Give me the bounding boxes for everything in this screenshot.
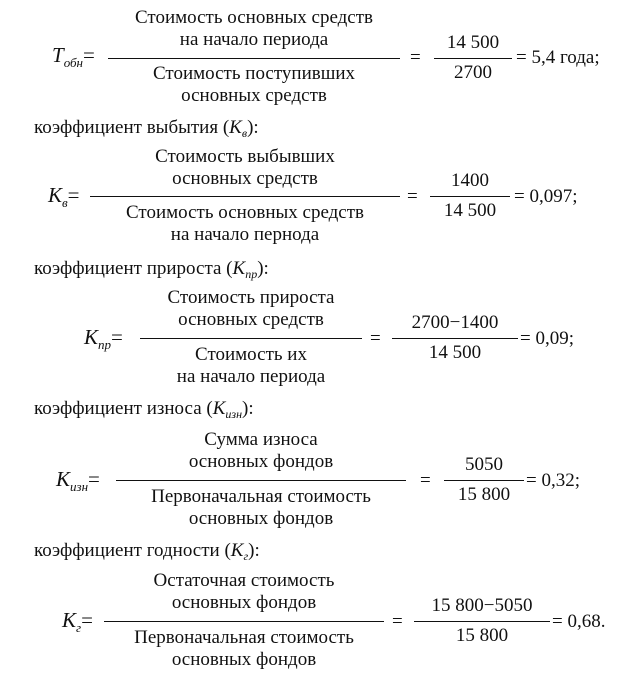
equals-sign: = (420, 470, 431, 491)
formula-lhs: $T_{обн}=$ (52, 43, 95, 70)
fraction-bar (116, 480, 406, 481)
value-numerator: 14 500 (446, 32, 500, 53)
formula-lhs: $K_{изн}=$ (56, 467, 100, 494)
caption-retirement-ratio: коэффициент выбытия $(K_в)$: (34, 117, 259, 140)
equals-sign: = (410, 47, 421, 68)
caption-wear-ratio: коэффициент износа $(K_{изн})$: (34, 398, 254, 421)
denominator: Первоначальная стоимость основных фондов (134, 627, 354, 670)
numerator: Стоимость выбывших основных средств (155, 146, 335, 189)
equals-sign: = (392, 611, 403, 632)
value-denominator: 15 800 (457, 484, 511, 505)
value-fraction-bar (434, 58, 512, 59)
numerator: Остаточная стоимость основных фондов (153, 570, 335, 613)
numerator: Сумма износа основных фондов (188, 429, 334, 472)
result: = 0,09; (520, 328, 574, 349)
value-denominator: 15 800 (455, 625, 509, 646)
value-denominator: 2700 (454, 62, 492, 83)
value-numerator: 15 800−5050 (431, 595, 533, 616)
formula-lhs: $K_в=$ (48, 183, 80, 210)
denominator: Стоимость основных средств на начало пернода (125, 202, 364, 245)
value-denominator: 14 500 (428, 342, 482, 363)
caption-growth-ratio: коэффициент прироста $(K_{пр})$: (34, 258, 269, 281)
numerator: Стоимость основных средств на начало периода (134, 7, 373, 50)
equals-sign: = (370, 328, 381, 349)
result: = 0,097; (514, 186, 578, 207)
equals-sign: = (407, 186, 418, 207)
denominator: Стоимость их на начало периода (176, 344, 326, 387)
value-numerator: 2700−1400 (411, 312, 499, 333)
value-denominator: 14 500 (443, 200, 497, 221)
denominator: Стоимость поступивших основных средств (152, 63, 356, 106)
result: = 0,32; (526, 470, 580, 491)
result: = 0,68. (552, 611, 606, 632)
value-numerator: 1400 (451, 170, 489, 191)
value-fraction-bar (414, 621, 550, 622)
denominator: Первоначальная стоимость основных фондов (151, 486, 371, 529)
value-numerator: 5050 (465, 454, 503, 475)
fraction-bar (104, 621, 384, 622)
value-fraction-bar (392, 338, 518, 339)
formula-lhs: $K_{пр}=$ (84, 325, 123, 352)
numerator: Стоимость прироста основных средств (167, 287, 335, 330)
result: = 5,4 года; (516, 47, 600, 68)
fraction-bar (140, 338, 362, 339)
value-fraction-bar (430, 196, 510, 197)
value-fraction-bar (444, 480, 524, 481)
caption-usability-ratio: коэффициент годности $(K_г)$: (34, 540, 260, 563)
fraction-bar (90, 196, 400, 197)
formula-lhs: $K_г=$ (62, 608, 93, 635)
fraction-bar (108, 58, 400, 59)
